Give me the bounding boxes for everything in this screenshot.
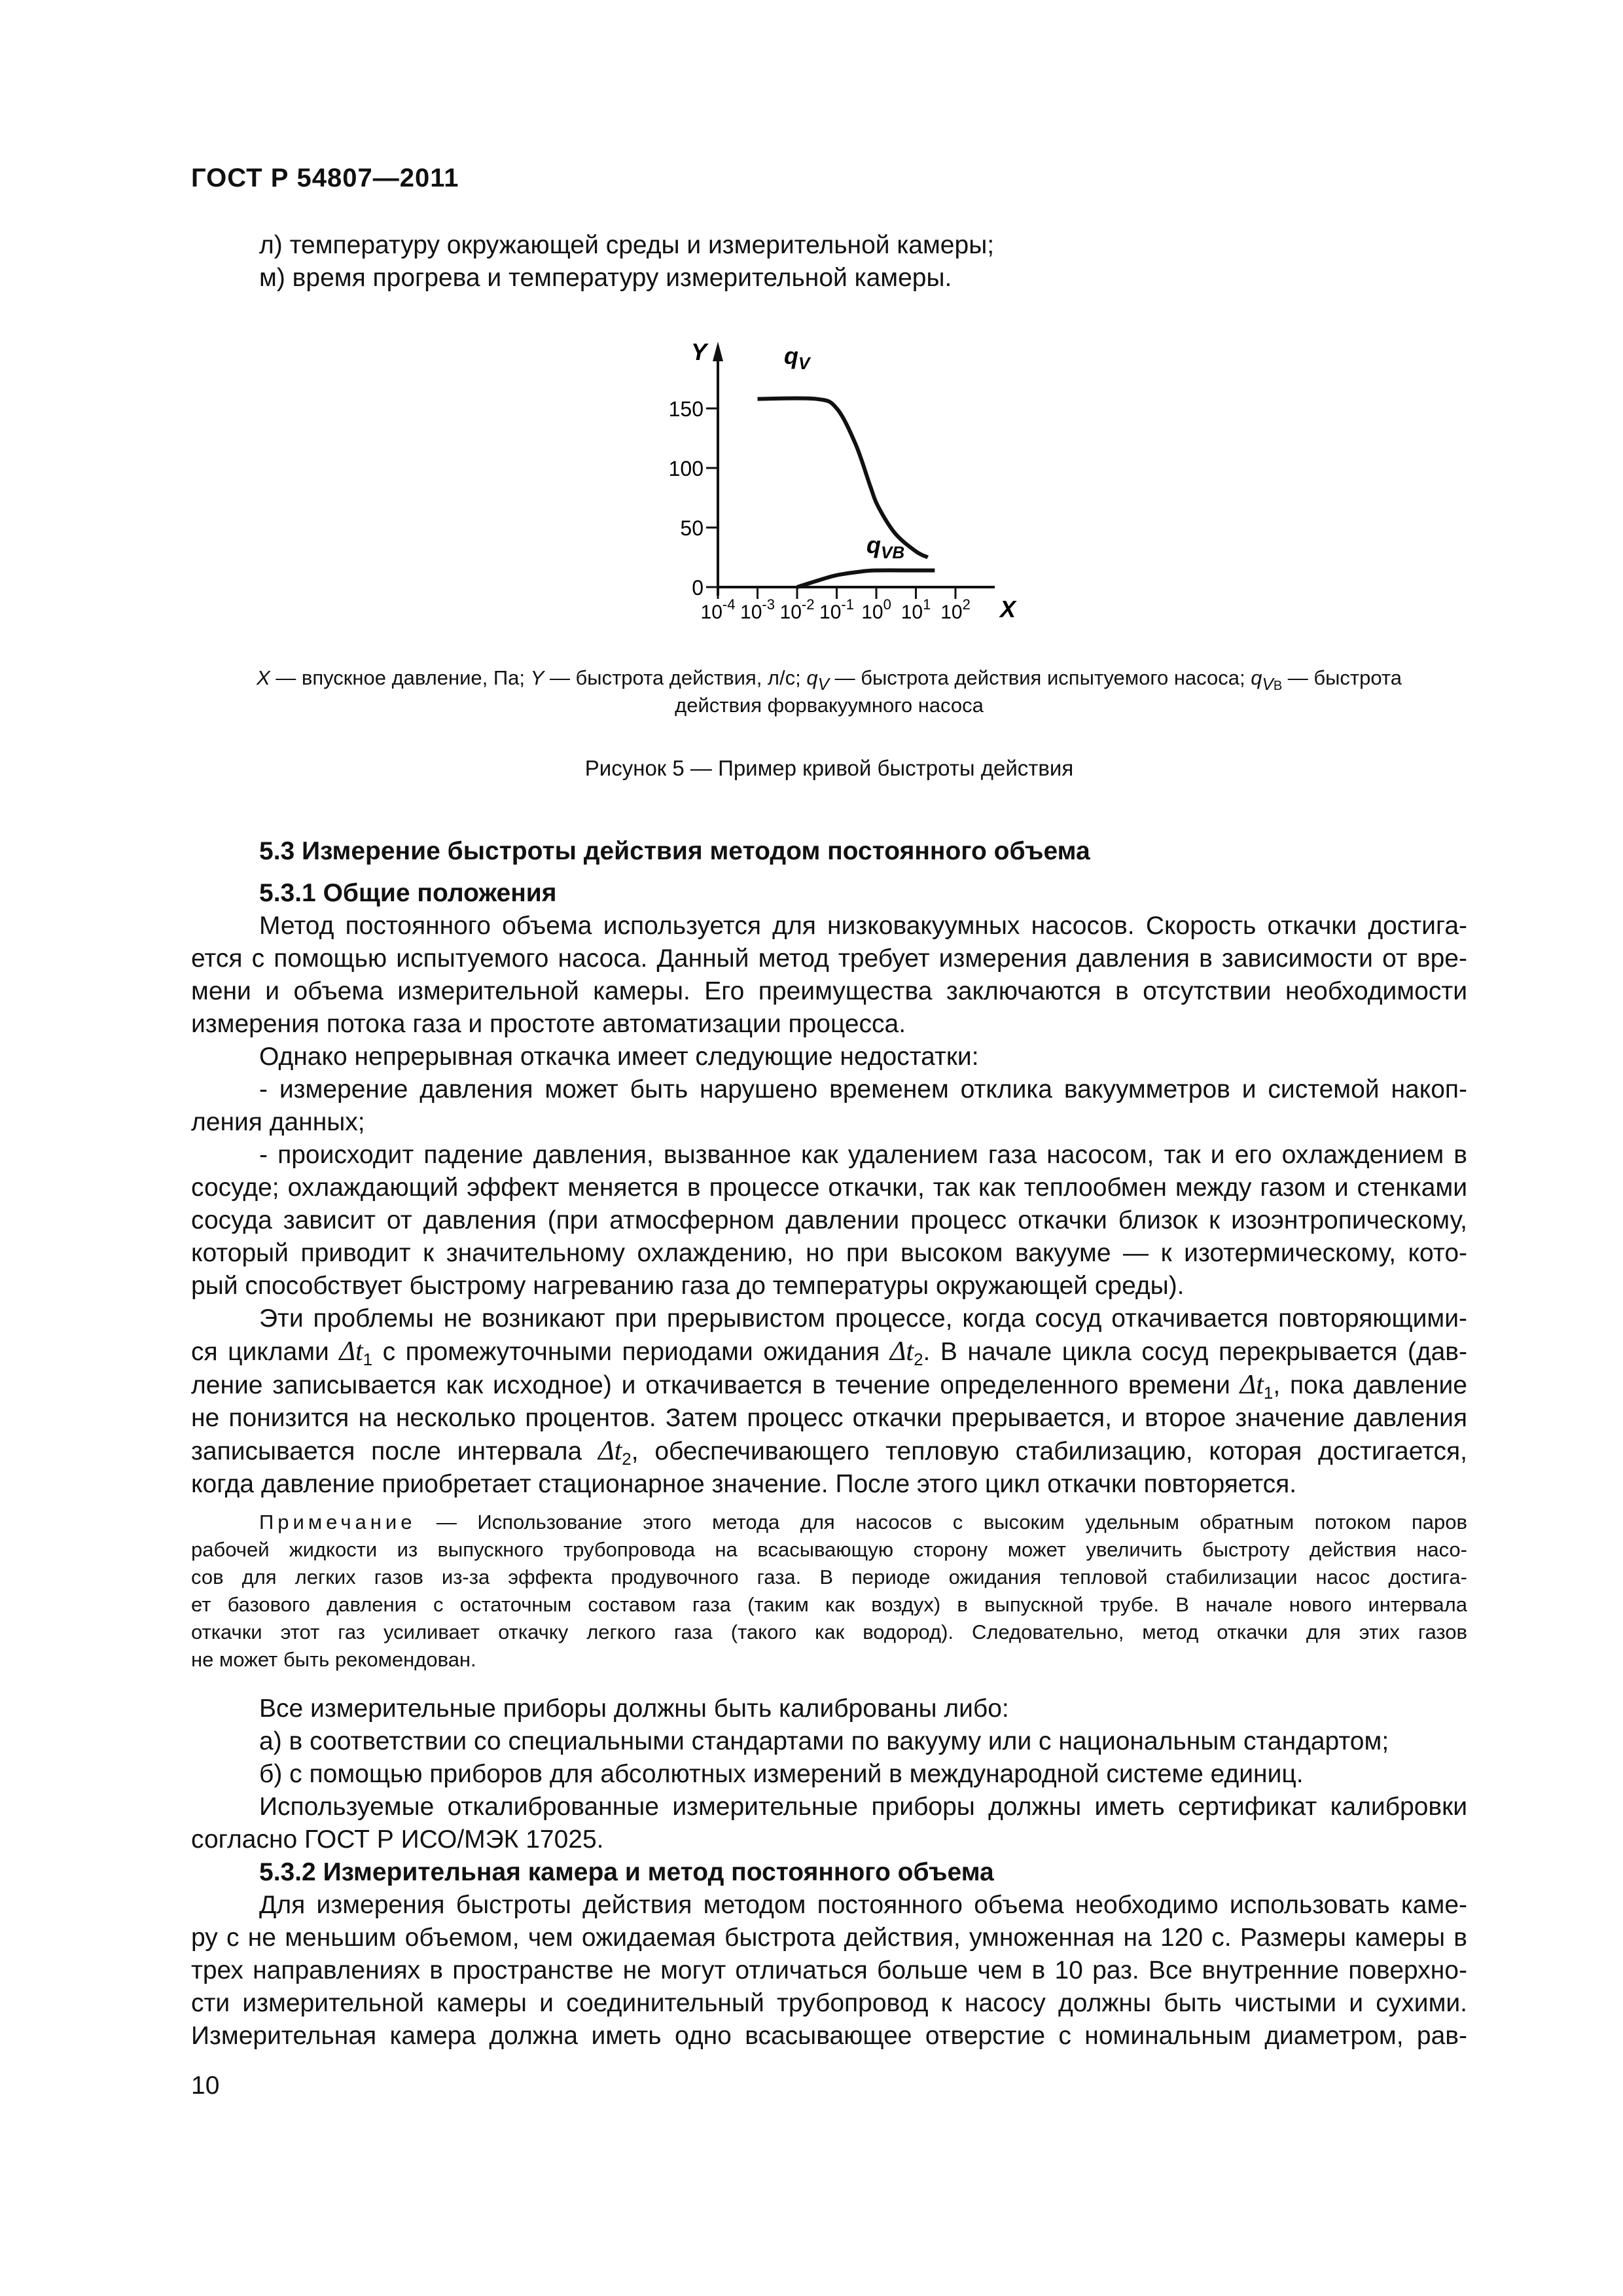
note-line: не может быть рекомендован. xyxy=(191,1648,476,1671)
y-tick-label: 0 xyxy=(692,576,704,600)
x-tick-label: $10^{-1}$ xyxy=(819,596,854,623)
note-line: рабочей жидкости из выпускного трубопровода на всасывающую сторону может увеличить быстроту действия насо- xyxy=(191,1538,1467,1561)
list-marker: м) xyxy=(259,264,285,292)
para5-line: Используемые откалиброванные измерительные приборы должны иметь сертификат калибровки xyxy=(259,1793,1467,1821)
bullet2-line: - происходит падение давления, вызванное как удалением газа насосом, так и его охлаждением в xyxy=(259,1141,1467,1169)
para-line: трех направлениях в пространстве не могут отличаться больше чем в 10 раз. Все внутренние поверхно- xyxy=(191,1956,1467,1984)
list-item-l xyxy=(259,229,994,262)
x-tick-label: $10^{-4}$ xyxy=(700,596,736,623)
item-a: а) в соответствии со специальными стандартами по вакууму или с национальным стандартом; xyxy=(259,1727,1389,1755)
note-line: откачки этот газ усиливает откачку легкого газа (такого как водород). Следовательно, метод откачки для этих газов xyxy=(191,1621,1467,1643)
x-tick-label: $10^2$ xyxy=(940,596,971,623)
list-text: время прогрева и температуру измерительной камеры. xyxy=(292,264,952,292)
y-tick-label: 50 xyxy=(680,516,704,540)
y-ticks xyxy=(669,397,718,600)
para4: Все измерительные приборы должны быть калиброваны либо: xyxy=(259,1695,1009,1723)
curve-qv-label: $q_V$ xyxy=(784,342,810,373)
para5-line: согласно ГОСТ Р ИСО/МЭК 17025. xyxy=(191,1825,604,1854)
para-line: Измерительная камера должна иметь одно всасывающее отверстие с номинальным диаметром, рав- xyxy=(191,2022,1467,2050)
y-axis-arrow xyxy=(713,342,723,361)
bullet2-line: сосуде; охлаждающий эффект меняется в процессе откачки, так как теплообмен между газом и стенками xyxy=(191,1174,1467,1202)
note-block: Примечание — Использование этого метода для насосов с высоким удельным обратным потоком паров рабочей жидкости из выпускного трубопровода на всасывающую сторону может увеличить быстроту действия насо- сов для легких газов из-за эффекта продувочного газа. В периоде ожидания тепловой стабилизации насос достига- ет базового давления с остаточным составом газа (таким как воздух) в выпускной трубе. В начале нового интервала откачки этот газ усиливает откачку легкого газа (такого как водород). Следовательно, метод откачки для этих газов не может быть рекомендован. xyxy=(191,1509,1467,1674)
para3-line: ся циклами $\Delta t_1$ с промежуточными периодами ожидания $\Delta t_2$. В начале цикла сосуд перекрывается (дав- xyxy=(191,1336,1467,1369)
para1-line: ется с помощью испытуемого насоса. Данный метод требует измерения давления в зависимости от вре- xyxy=(191,944,1467,973)
legend-line-2: действия форвакуумного насоса xyxy=(675,694,984,717)
curve-qv xyxy=(758,398,928,557)
para3-line: когда давление приобретает стационарное значение. После этого цикл откачки повторяется. xyxy=(191,1470,1297,1498)
x-tick-label: $10^{-3}$ xyxy=(740,596,775,623)
x-ticks xyxy=(701,587,971,623)
para-line: ру с не меньшим объемом, чем ожидаемая быстрота действия, умноженная на 120 с. Размеры камеры в xyxy=(191,1924,1467,1952)
curve-qvb-label: $q_{VB}$ xyxy=(866,531,905,562)
speed-curve-chart xyxy=(628,327,1047,641)
body-text-5-3-2 xyxy=(191,1889,1467,2053)
calibration-block xyxy=(191,1693,1467,1856)
note-line: сов для легких газов из-за эффекта продувочного газа. В периоде ожидания тепловой стабилизации насос достига- xyxy=(191,1566,1467,1588)
para3-line: Эти проблемы не возникают при прерывистом процессе, когда сосуд откачивается повторяющими- xyxy=(259,1304,1467,1333)
para3-line: не понизится на несколько процентов. Затем процесс откачки прерывается, и второе значение давления xyxy=(191,1404,1467,1432)
list-marker: л) xyxy=(259,231,283,259)
bullet2-line: сосуда зависит от давления (при атмосферном давлении процесс откачки близок к изоэнтропическому, xyxy=(191,1206,1467,1234)
para1-line: измерения потока газа и простоте автоматизации процесса. xyxy=(191,1010,906,1038)
y-tick-label: 150 xyxy=(668,397,704,421)
list-text: температуру окружающей среды и измерительной камеры; xyxy=(289,231,995,259)
para1-line: Метод постоянного объема используется для низковакуумных насосов. Скорость откачки достига- xyxy=(259,912,1467,940)
x-tick-label: $10^0$ xyxy=(861,596,891,623)
bullet1-line: - измерение давления может быть нарушено временем отклика вакуумметров и системой накоп- xyxy=(259,1075,1467,1103)
y-axis-letter: Y xyxy=(691,338,707,365)
bullet2-line: рый способствует быстрому нагреванию газа до температуры окружающей среды). xyxy=(191,1272,1185,1300)
note-line: ет базового давления с остаточным составом газа (таким как воздух) в выпускной трубе. В начале нового интервала xyxy=(191,1593,1467,1616)
list-item-m xyxy=(259,262,952,295)
para3-line: записывается после интервала $\Delta t_2$, обеспечивающего тепловую стабилизацию, которая достигается, xyxy=(191,1436,1467,1469)
para-line: Для измерения быстроты действия методом постоянного объема необходимо использовать каме- xyxy=(259,1891,1467,1919)
bullet2-line: который приводит к значительному охлаждению, но при высоком вакууме — к изотермическому, кото- xyxy=(191,1239,1467,1267)
legend-line-1: X — впускное давление, Па; Y — быстрота действия, л/с; $q_V$ — быстрота действия испытуемого насоса; $q_{VВ}$ — быстрота xyxy=(256,666,1402,694)
x-tick-label: $10^{-2}$ xyxy=(779,596,815,623)
figure-caption: Рисунок 5 — Пример кривой быстроты действия xyxy=(584,756,1074,780)
para-line: сти измерительной камеры и соединительный трубопровод к насосу должны быть чистыми и сухими. xyxy=(191,1989,1467,2017)
section-5-3-1-title: 5.3.1 Общие положения xyxy=(259,879,557,907)
body-text-5-3-1 xyxy=(191,910,1467,1501)
figure-legend xyxy=(191,664,1467,719)
page-number: 10 xyxy=(191,2072,220,2100)
item-b: б) с помощью приборов для абсолютных измерений в международной системе единиц. xyxy=(259,1760,1304,1788)
section-5-3-2-title: 5.3.2 Измерительная камера и метод постоянного объема xyxy=(259,1858,994,1886)
para1-line: мени и объема измерительной камеры. Его преимущества заключаются в отсутствии необходимости xyxy=(191,977,1467,1005)
note-label: Примечание xyxy=(259,1511,416,1534)
y-tick-label: 100 xyxy=(668,457,704,480)
section-5-3-title: 5.3 Измерение быстроты действия методом постоянного объема xyxy=(259,837,1090,865)
curve-qvb xyxy=(797,570,935,587)
para3-line: ление записывается как исходное) и откачивается в течение определенного времени $\Delta t_1$, пока давление xyxy=(191,1370,1467,1403)
bullet1-line: ления данных; xyxy=(191,1108,365,1136)
x-tick-label: $10^1$ xyxy=(901,596,931,623)
x-axis-letter: X xyxy=(1000,596,1016,622)
para2: Однако непрерывная откачка имеет следующие недостатки: xyxy=(259,1043,979,1071)
document-code: ГОСТ Р 54807—2011 xyxy=(191,164,459,192)
